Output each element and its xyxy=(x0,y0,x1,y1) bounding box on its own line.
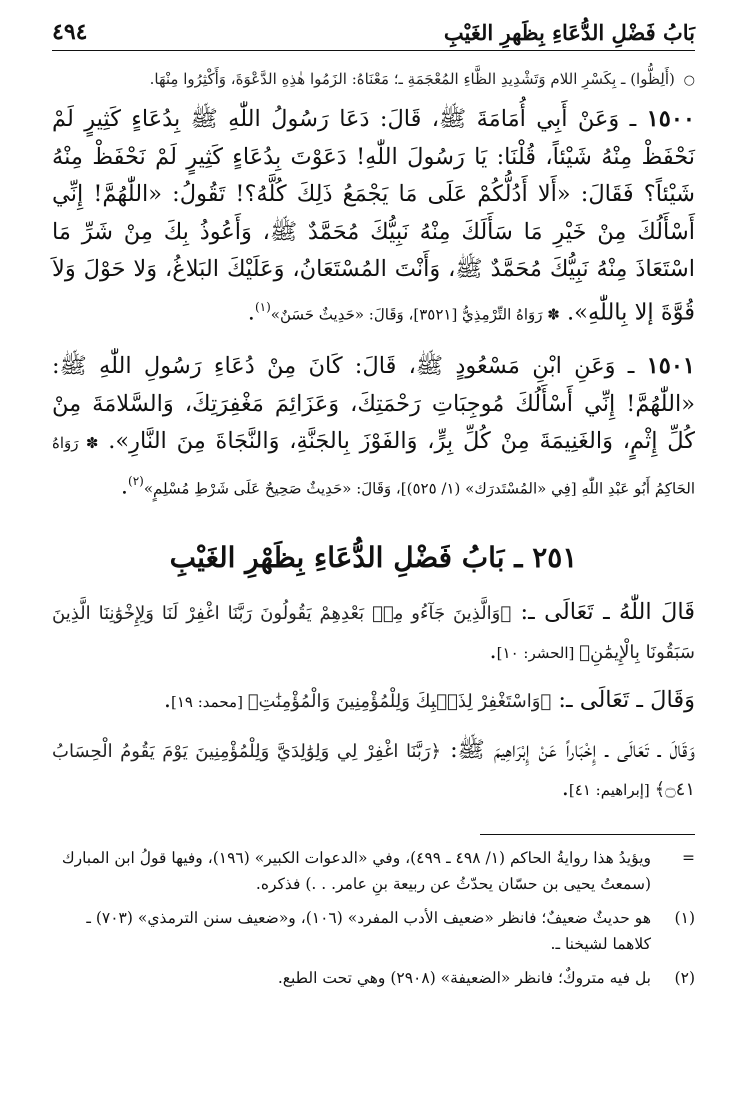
footnote-text: ويؤيدُ هذا روايةُ الحاكم (١/ ٤٩٨ ـ ٤٩٩)، وفي «الدعوات الكبير» (١٩٦)، وفيها قولُ ابن المبارك (سمعتُ يحيى بن حسّان يحدّثُ عن ربيعة بنِ عامر. . .) فذكره. xyxy=(61,848,651,893)
footnote-ref-2[interactable]: (٢) xyxy=(128,473,144,488)
verse-intro: وَقَالَ ـ تَعَالَى ـ إِخْبَاراً عَنْ إِبْرَاهِيمَ ﷺ: xyxy=(441,736,695,763)
footnote-mark: (٢) xyxy=(674,968,695,987)
quran-text: ﴿رَبَّنَا اغْفِرْ لِي وَلِوَٰلِدَيَّ وَلِلْمُؤْمِنِينَ يَوْمَ يَقُومُ الْحِسَابُ ۝٤١﴾ xyxy=(52,740,695,801)
hadith-source: ✽ رَوَاهُ التِّرْمِذِيُّ [٣٥٢١]، وَقَالَ: «حَدِيثٌ حَسَنٌ» xyxy=(270,305,560,324)
footnote-mark: = xyxy=(682,848,695,867)
running-title: بَابُ فَضْلِ الدُّعَاءِ بِظَهرِ الغَيْبِ xyxy=(443,19,695,45)
verse-reference: [محمد: ١٩] xyxy=(171,693,248,712)
hadith-text: ـ وَعَنْ أَبِي أُمَامَةَ ﷺ، قَالَ: دَعَا رَسُولُ اللّٰهِ ﷺ بِدُعَاءٍ كَثِيرٍ لَمْ نَحْفَظْ مِنْهُ شَيْئاً، قُلْنَا: يَا رَسُولَ اللّٰهِ! دَعَوْتَ بِدُعَاءٍ كَثِيرٍ لَمْ نَحْفَظْ مِنْهُ شَيْئاً؟ فَقَالَ: «أَلا أَدُلُّكُمْ عَلَى مَا يَجْمَعُ ذَلِكَ كُلَّهُ؟! تَقُولُ: «اللّٰهُمَّ! إِنِّي أَسْأَلُكَ مِنْ خَيْرِ مَا سَأَلَكَ مِنْهُ نَبِيُّكَ مُحَمَّدٌ ﷺ، وَأَعُوذُ بِكَ مِنْ شَرِّ مَا اسْتَعَاذَ مِنْهُ نَبِيُّكَ مُحَمَّدٌ ﷺ، وَأَنْتَ المُسْتَعَانُ، وَعَلَيْكَ البَلاغُ، وَلا حَوْلَ وَلاَ قُوَّةَ إلا بِاللّٰهِ». xyxy=(52,106,695,326)
verse-end: . xyxy=(163,687,171,714)
verse-intro: قَالَ اللّٰهُ ـ تَعَالَى ـ: xyxy=(511,598,695,625)
running-header xyxy=(52,14,695,51)
quran-text: ﴿وَاسْتَغْفِرْ لِذَنۢبِكَ وَلِلْمُؤْمِنِينَ وَالْمُؤْمِنَٰتِ﴾ xyxy=(247,691,552,713)
hadith-1501 xyxy=(52,348,695,508)
hadith-1500 xyxy=(52,101,695,334)
note-marker: ○ xyxy=(683,73,695,88)
verse-intro: وَقَالَ ـ تَعَالَى ـ: xyxy=(551,687,695,714)
footnote-1 xyxy=(52,905,695,957)
verse-block-3 xyxy=(52,732,695,810)
note-text: (أَلِظُّوا) ـ بِكَسْرِ اللام وَتَشْدِيدِ الظَّاءِ المُعْجَمَةِ ـ؛ مَعْنَاهُ: الزَمُوا هٰذِهِ الدَّعْوَةَ، وَأَكْثِرُوا مِنْهَا. xyxy=(149,70,675,88)
verse-reference: [الحشر: ١٠] xyxy=(496,643,580,662)
verse-end: . xyxy=(561,775,569,802)
footnote-text: بل فيه متروكٌ؛ فانظر «الضعيفة» (٢٩٠٨) وهي تحت الطبع. xyxy=(277,968,651,987)
page-number: ٤٩٤ xyxy=(52,19,88,45)
footnote-mark: (١) xyxy=(674,908,695,927)
hadith-end: . xyxy=(247,299,255,326)
footnote-2 xyxy=(52,965,695,991)
verse-reference: [إبراهيم: ٤١] xyxy=(568,781,655,800)
hadith-text: ـ وَعَنِ ابْنِ مَسْعُودٍ ﷺ، قَالَ: كَانَ مِنْ دُعَاءِ رَسُولِ اللّٰهِ ﷺ: «اللّٰهُمَّ! إِنِّي أَسْأَلُكَ مُوجِبَاتِ رَحْمَتِكَ، وَعَزَائِمَ مَغْفِرَتِكَ، وَالسَّلامَةَ مِنْ كُلِّ إِثْمٍ، وَالغَنِيمَةَ مِنْ كُلِّ بِرٍّ، وَالفَوْزَ بِالجَنَّةِ، وَالنَّجَاةَ مِنَ النَّارِ». xyxy=(52,353,695,455)
quran-text: ﴿وَالَّذِينَ جَآءُو مِنۢ بَعْدِهِمْ يَقُولُونَ رَبَّنَا اغْفِرْ لَنَا وَلِإِخْوَٰنِنَا الَّذِينَ سَبَقُونَا بِالْإِيمَٰنِ﴾ xyxy=(52,602,695,663)
footnote-text: هو حديثٌ ضعيفٌ؛ فانظر «ضعيف الأدب المفرد» (١٠٦)، و«ضعيف سنن الترمذي» (٧٠٣) ـ كلاهما لشيخنا ـ. xyxy=(86,908,651,953)
top-note xyxy=(52,65,695,95)
hadith-number: ١٥٠١ xyxy=(646,353,695,380)
hadith-number: ١٥٠٠ xyxy=(646,106,695,132)
verse-block-1 xyxy=(52,594,695,672)
footnote-ref-1[interactable]: (١) xyxy=(254,299,271,314)
hadith-source: ✽ رَوَاهُ الحَاكِمُ أَبُو عَبْدِ اللّٰهِ [فِي «المُسْتَدرَك» (١/ ٥٢٥)]، وَقَالَ: «حَدِيثٌ صَحِيحٌ عَلَى شَرْطِ مُسْلِمٍ» xyxy=(52,434,695,498)
hadith-end: . xyxy=(120,473,129,500)
verse-end: . xyxy=(489,637,497,664)
footnote-separator xyxy=(480,834,695,835)
chapter-heading: ٢٥١ ـ بَابُ فَضْلِ الدُّعَاءِ بِظَهْرِ الغَيْبِ xyxy=(169,540,578,574)
verse-block-2 xyxy=(52,682,695,722)
footnote-continued xyxy=(52,845,695,897)
